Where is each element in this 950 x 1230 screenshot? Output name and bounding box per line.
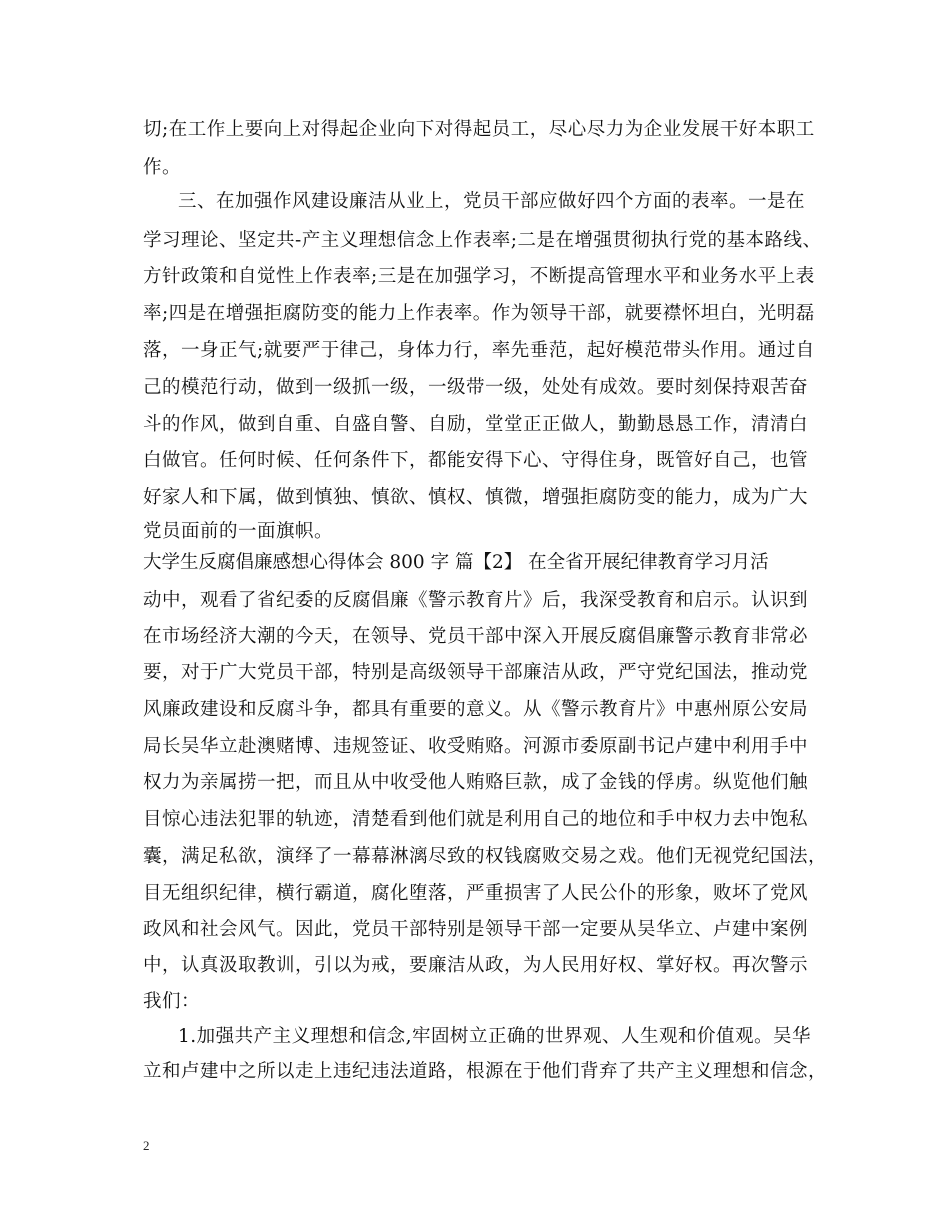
- text-line: 目惊心违法犯罪的轨迹，清楚看到他们就是利用自己的地位和手中权力去中饱私: [143, 809, 809, 830]
- paragraph-first-line: 三、在加强作风建设廉洁从业上，党员干部应做好四个方面的表率。一是在: [178, 191, 806, 212]
- text-line: 己的模范行动，做到一级抓一级，一级带一级，处处有成效。要时刻保持艰苦奋: [143, 377, 809, 398]
- text-line: 中，认真汲取教训，引以为戒，要廉洁从政，为人民用好权、掌好权。再次警示: [143, 955, 809, 976]
- text-line: 白做官。任何时候、任何条件下，都能安得下心、守得住身，既管好自己，也管: [143, 450, 809, 471]
- text-line: 学习理论、坚定共-产主义理想信念上作表率;二是在增强贯彻执行党的基本路线、: [143, 230, 822, 251]
- text-line: 我们：: [143, 991, 201, 1012]
- text-line: 立和卢建中之所以走上违纪违法道路，根源在于他们背弃了共产主义理想和信念，: [143, 1061, 828, 1082]
- text-line: 动中，观看了省纪委的反腐倡廉《警示教育片》后，我深受教育和启示。认识到: [143, 590, 809, 611]
- text-line: 方针政策和自觉性上作表率;三是在加强学习，不断提高管理水平和业务水平上表: [143, 266, 815, 287]
- text-line: 作。: [143, 157, 182, 178]
- text-line: 落，一身正气;就要严于律己，身体力行，率先垂范，起好模范带头作用。通过自: [143, 340, 815, 361]
- text-line: 切;在工作上要向上对得起企业向下对得起员工，尽心尽力为企业发展干好本职工: [143, 119, 815, 140]
- text-line: 在市场经济大潮的今天，在领导、党员干部中深入开展反腐倡廉警示教育非常必: [143, 626, 809, 647]
- text-line: 斗的作风，做到自重、自盛自警、自励，堂堂正正做人，勤勤恳恳工作，清清白: [143, 414, 809, 435]
- text-line: 政风和社会风气。因此，党员干部特别是领导干部一定要从吴华立、卢建中案例: [143, 919, 809, 940]
- section-heading-line: 大学生反腐倡廉感想心得体会 800 字 篇【2】 在全省开展纪律教育学习月活: [143, 552, 769, 573]
- text-line: 局长吴华立赴澳赌博、违规签证、收受贿赂。河源市委原副书记卢建中利用手中: [143, 736, 809, 757]
- text-line: 囊，满足私欲，演绎了一幕幕淋漓尽致的权钱腐败交易之戏。他们无视党纪国法，: [143, 846, 828, 867]
- text-line: 率;四是在增强拒腐防变的能力上作表率。作为领导干部，就要襟怀坦白，光明磊: [143, 303, 815, 324]
- text-line: 风廉政建设和反腐斗争，都具有重要的意义。从《警示教育片》中惠州原公安局: [143, 699, 809, 720]
- text-line: 要，对于广大党员干部，特别是高级领导干部廉洁从政，严守党纪国法，推动党: [143, 662, 809, 683]
- text-line: 党员面前的一面旗帜。: [143, 521, 334, 542]
- numbered-point-line: 1.加强共产主义理想和信念,牢固树立正确的世界观、人生观和价值观。吴华: [178, 1026, 812, 1047]
- text-line: 好家人和下属，做到慎独、慎欲、慎权、慎微，增强拒腐防变的能力，成为广大: [143, 487, 809, 508]
- text-line: 目无组织纪律，横行霸道，腐化堕落，严重损害了人民公仆的形象，败坏了党风: [143, 883, 809, 904]
- page-number: 2: [143, 1138, 150, 1153]
- text-line: 权力为亲属捞一把，而且从中收受他人贿赂巨款，成了金钱的俘虏。纵览他们触: [143, 772, 809, 793]
